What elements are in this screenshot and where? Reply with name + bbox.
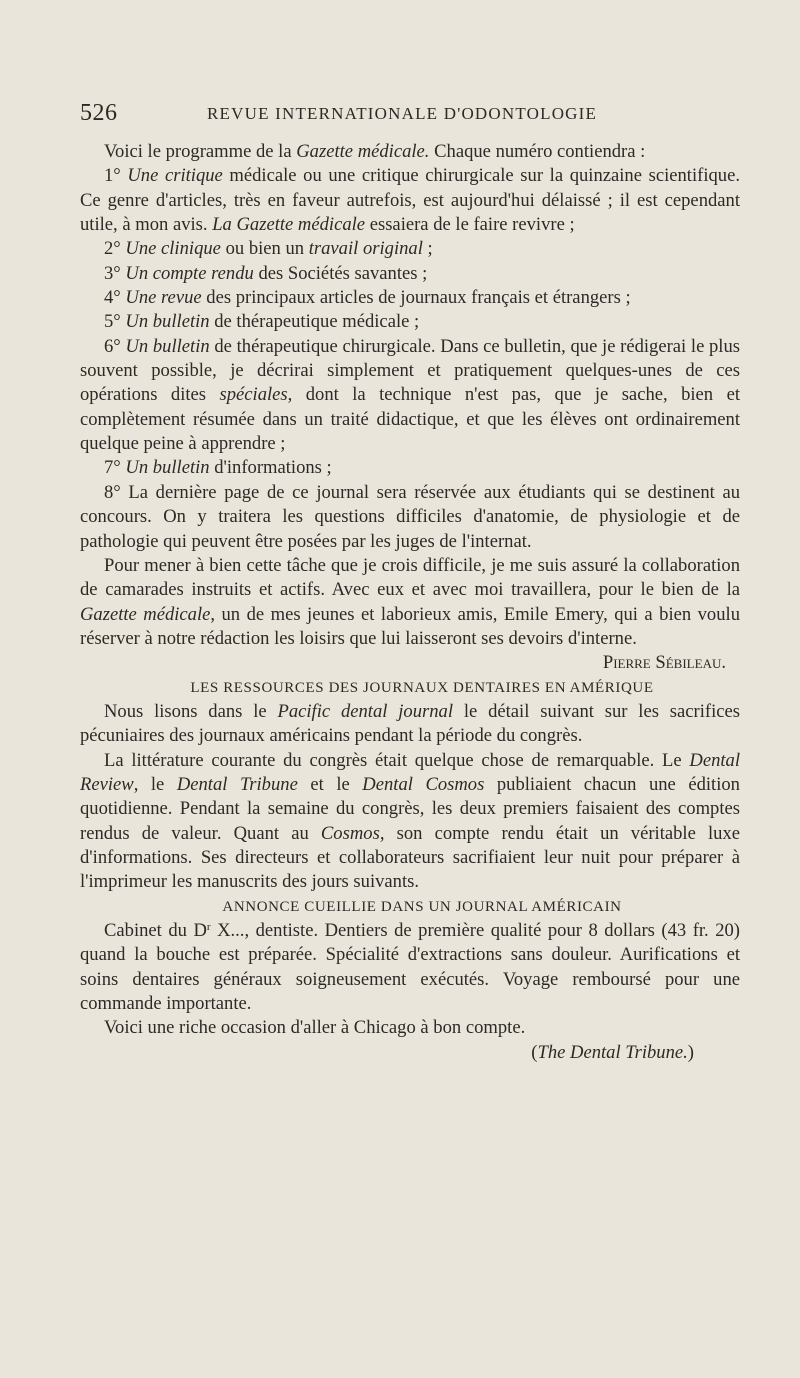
program-item-4: 4° Une revue des principaux articles de journaux français et étrangers ; <box>104 287 631 309</box>
source-credit: (The Dental Tribune.) <box>531 1041 694 1063</box>
section-heading-annonce: ANNONCE CUEILLIE DANS UN JOURNAL AMÉRICAIN <box>222 898 622 915</box>
signature: Pierre Sébileau. <box>602 652 726 674</box>
section1-paragraph-1: Nous lisons dans le Pacific dental journal le détail suivant sur les sacrifices pécuniaires des journaux américains pendant la période du congrès. <box>80 700 740 747</box>
program-item-1: 1° Une critique médicale ou une critique chirurgicale sur la quinzaine scientifique. Ce genre d'articles, très en faveur autrefois, est aujourd'hui délaissé ; il est cependant utile, à mon avis. La Gazette médicale essaiera de le faire revivre ; <box>80 165 740 236</box>
program-item-6: 6° Un bulletin de thérapeutique chirurgicale. Dans ce bulletin, que je rédigerai le plus souvent possible, je décrirai simplement et pratiquement quelques-unes de ces opérations dites spéciales, dont la technique n'est pas, que je sache, bien et complètement résumée dans un traité didactique, et que les élèves ont ordinairement quelque peine à apprendre ; <box>80 335 741 455</box>
running-head <box>80 100 732 132</box>
closing-paragraph: Pour mener à bien cette tâche que je crois difficile, je me suis assuré la collaboration de camarades instruits et actifs. Avec eux et avec moi travaillera, pour le bien de la Gazette médicale, un de mes jeunes et laborieux amis, Emile Emery, qui a bien voulu réserver à notre rédaction les loisirs que lui laisseront ses devoirs d'interne. <box>80 554 740 649</box>
running-title: REVUE INTERNATIONALE D'ODONTOLOGIE <box>207 104 598 123</box>
section2-paragraph-1: Cabinet du $D^r$ X..., dentiste. Dentiers de première qualité pour 8 dollars (43 fr. 20) quand la bouche est préparée. Spécialité d'extractions sans douleur. Aurifications et soins dentaires généraux soigneusement exécutés. Voyage remboursé pour une commande importante. <box>80 920 740 1015</box>
signature-line <box>80 651 740 675</box>
program-item-5: 5° Un bulletin de thérapeutique médicale ; <box>104 311 420 333</box>
program-item-2: 2° Une clinique ou bien un travail original ; <box>104 238 433 260</box>
intro-paragraph: Voici le programme de la Gazette médicale. Chaque numéro contiendra : <box>104 141 646 162</box>
italic-title: Gazette médicale. <box>296 141 430 162</box>
section-heading-ressources: LES RESSOURCES DES JOURNAUX DENTAIRES EN AMÉRIQUE <box>190 679 654 696</box>
section2-paragraph-2: Voici une riche occasion d'aller à Chicago à bon compte. <box>104 1017 526 1039</box>
program-item-3: 3° Un compte rendu des Sociétés savantes ; <box>104 262 428 284</box>
section1-paragraph-2: La littérature courante du congrès était quelque chose de remarquable. Le Dental Review, le Dental Tribune et le Dental Cosmos publiaient chacun une édition quotidienne. Pendant la semaine du congrès, les deux premiers faisaient des comptes rendus de valeur. Quant au Cosmos, son compte rendu était un véritable luxe d'informations. Ses directeurs et collaborateurs sacrifiaient leur nuit pour préparer à l'imprimeur les manuscrits des jours suivants. <box>80 749 740 893</box>
body-text <box>80 140 740 1065</box>
page-number: 526 <box>80 100 118 126</box>
program-item-7: 7° Un bulletin d'informations ; <box>104 457 332 479</box>
program-item-8: 8° La dernière page de ce journal sera réservée aux étudiants qui se destinent au concours. On y traitera les questions difficiles d'anatomie, de physiologie et de pathologie qui peuvent être posées par les juges de l'internat. <box>80 481 740 552</box>
